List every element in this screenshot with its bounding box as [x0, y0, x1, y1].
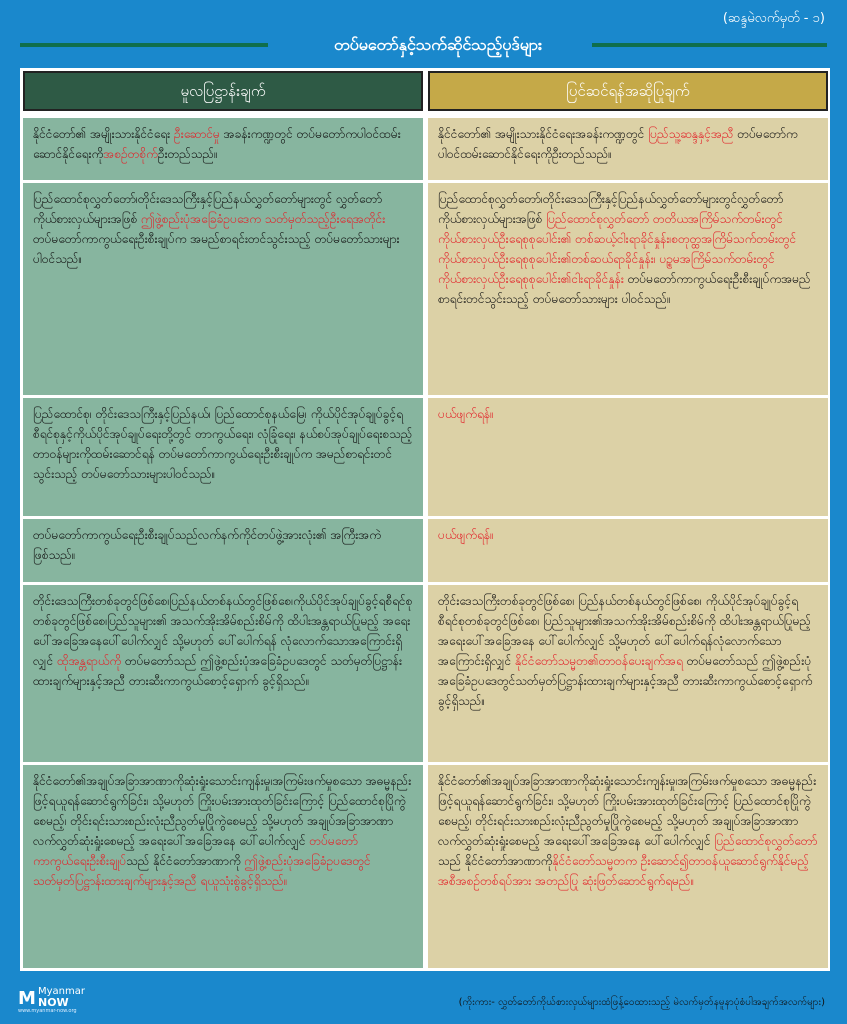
cell-text-segment: ဤဖွဲ့စည်းပုံအခြေခံဥပဒေက သတ်မှတ်သည့်ဦးရေအတိုင်း — [141, 212, 386, 226]
cell-text-segment: ပြည်ထောင်စုလွှတ်တော်၊တိုင်းဒေသကြီးနှင့်ပြည်နယ်လွှတ်တော်များတွင် လွှတ်တော်ကိုယ်စားလှယ်များအဖြစ် — [33, 192, 383, 226]
original-header: မူလပြဋ္ဌာန်းချက် — [23, 71, 423, 111]
logo-line1: Myanmar — [38, 986, 85, 997]
cell-text-segment: တပ်မတော်ကာကွယ်ရေးဦးစီးချုပ် — [33, 834, 358, 868]
cell-text-segment: ပယ်ဖျက်ရန်။ — [438, 528, 494, 542]
cell-text-segment: ပြည်သူ့ဆန္ဒနှင့်အညီ — [648, 127, 734, 141]
logo-url: www.myanmar-now.org — [18, 1008, 77, 1014]
amendment-cell-3 — [428, 398, 828, 516]
cell-text-segment: ပြည်ထောင်စုလွှတ်တော် — [714, 834, 818, 848]
page-title: တပ်မတော်နှင့်သက်ဆိုင်သည့်ပုဒ်များ — [333, 35, 542, 54]
cell-text-segment: အခန်းကဏ္ဍတွင် တပ်မတော်ကပါဝင်ထမ်းဆောင်နိုင်ရေးကို — [33, 127, 401, 161]
cell-text-segment: ဦးဆောင်မှု — [174, 127, 220, 141]
amendment-cell-1 — [428, 118, 828, 180]
cell-text-segment: ပြည်ထောင်စု၊ တိုင်းဒေသကြီးနှင့်ပြည်နယ်၊ ပြည်ထောင်စုနယ်မြေ၊ ကိုယ်ပိုင်အုပ်ချုပ်ခွင့်ရစီရင်စုနှင့်ကိုယ်ပိုင်အုပ်ချုပ်ရေးတို့တွင် တာကွယ်ရေး၊ လုံခြုံရေး၊ နယ်စပ်အုပ်ချုပ်ရေးစသည့် တာဝန်များကိုထမ်းဆောင်ရန် တပ်မတော်ကာကွယ်ရေးဦးစီးချုပ်က အမည်စာရင်းတင်သွင်းသည့် တပ်မတော်သားများပါဝင်သည်။ — [33, 407, 413, 481]
cell-text-segment: နိုင်ငံတော်၏ အမျိုးသားနိုင်ငံရေး — [33, 127, 175, 141]
title-divider-left — [20, 43, 268, 47]
cell-text-segment: တိုင်းဒေသကြီးတစ်ခုတွင်ဖြစ်စေ၊ ပြည်နယ်တစ်နယ်တွင်ဖြစ်စေ၊ ကိုယ်ပိုင်အုပ်ချုပ်ခွင့်ရစီရင်စုတစ်ခုတွင်ဖြစ်စေ၊ ပြည်သူများ၏အသက်အိုးအိမ်စည်းစိမ်ကို ထိပါးအန္တရာယ်ပြုမည့် အရေးပေါ်အခြေအနေ ပေါ်ပေါက်လျှင် သို့မဟုတ် ပေါ်ပေါက်ရန်လုံလောက်သောအကြောင်းရှိလျှင် — [438, 594, 812, 668]
logo-wordmark — [38, 986, 85, 1009]
cell-text-segment: တိုင်းဒေသကြီးတစ်ခုတွင်ဖြစ်စေ၊ပြည်နယ်တစ်နယ်တွင်ဖြစ်စေ၊ကိုယ်ပိုင်အုပ်ချုပ်ခွင့်ရစီရင်စုတစ်ခုတွင်ဖြစ်စေ၊ပြည်သူများ၏ အသက်အိုးအိမ်စည်းစိမ်ကို ထိပါးအန္တရာယ်ပြုမည့် အရေးပေါ်အခြေအနေပေါ်ပေါက်လျှင် သို့မဟုတ် ပေါ်ပေါက်ရန် လုံလောက်သောအကြောင်းရှိလျှင် — [33, 594, 413, 668]
amendment-cell-5 — [428, 585, 828, 762]
cell-text-segment: သည် နိုင်ငံတော်အာဏာကို — [438, 854, 553, 868]
amendment-column — [426, 68, 830, 971]
cell-text-segment: ဤဖွဲ့စည်းပုံအခြေခံဥပဒေတွင် သတ်မှတ်ပြဋ္ဌာန်းထားချက်များနှင့်အညီ ရယူသုံးစွဲခွင့်ရှိသည်။ — [33, 854, 371, 888]
appendix-label: (ဆန္ဒမဲလက်မှတ် - ၁) — [722, 11, 825, 26]
amendment-cell-6 — [428, 765, 828, 968]
original-cell-2 — [23, 183, 423, 395]
cell-text-segment: နိုင်ငံတော်သမ္မတ၏တာဝန်ပေးချက်အရ — [515, 654, 683, 668]
original-cell-6 — [23, 765, 423, 968]
cell-text-segment: တပ်မတော်သည် ဤဖွဲ့စည်းပုံအခြေခံဥပဒေတွင်သတ်မှတ်ပြဋ္ဌာန်းထားချက်များနှင့်အညီ တားဆီးကာကွယ်စောင့်ရှောက်ခွင့်ရှိသည်။ — [438, 654, 813, 708]
cell-text-segment: ပယ်ဖျက်ရန်။ — [438, 407, 494, 421]
cell-text-segment: နိုင်ငံတော်၏အချုပ်အခြာအာဏာကိုဆုံးရှုံးသောင်းကျန်းမှု၊အကြမ်းဖက်မှုစသော အဓမ္မနည်းဖြင့်ရယူရန်ဆောင်ရွက်ခြင်း၊ သို့မဟုတ် ကြိုးပမ်းအားထုတ်ခြင်းကြောင့် ပြည်ထောင်စုပြိုကွဲစေမည့်၊ တိုင်းရင်းသားစည်းလုံးညီညွတ်မှုပြိုကွဲစေမည့် သို့မဟုတ် အချုပ်အခြာအာဏာ လက်လွှတ်ဆုံးရှုံးစေမည့် အရေးပေါ်အခြေအနေ ပေါ်ပေါက်လျှင် — [438, 774, 817, 848]
cell-text-segment: တပ်မတော်သည် ဤဖွဲ့စည်းပုံအခြေခံဥပဒေတွင် သတ်မှတ်ပြဋ္ဌာန်းထားချက်များနှင့်အညီ တားဆီးကာကွယ်စောင့်ရှောက် ခွင့်ရှိသည်။ — [33, 654, 403, 688]
cell-text-segment: ပြည်ထောင်စုလွှတ်တော်၊တိုင်းဒေသကြီးနှင့်ပြည်နယ်လွှတ်တော်များတွင်လွှတ်တော်ကိုယ်စားလှယ်များအဖြစ် — [438, 192, 784, 226]
cell-text-segment: နိုင်ငံတော်သမ္မတက ဦးဆောင်၍တာဝန်ယူဆောင်ရွက်နိုင်မည့် အစီအစဉ်တစ်ရပ်အား — [438, 854, 810, 888]
cell-text-segment: ပြည်ထောင်စုလွှတ်တော် တတိယအကြိမ်သက်တမ်းတွင် ကိုယ်စားလှယ်ဦးရေစုစုပေါင်း၏ တစ်ဆယ့်ငါးရာခိုင်နှုန်း၊စတုတ္ထအကြိမ်သက်တမ်းတွင်ကိုယ်စားလှယ်ဦးရေစုစုပေါင်း၏တစ်ဆယ်ရာခိုင်နှုန်း၊ ပဉ္စမအကြိမ်သက်တမ်းတွင် ကိုယ်စားလှယ်ဦးရေစုစုပေါင်း၏ငါးရာခိုင်နှုန်း — [438, 212, 797, 286]
original-column — [20, 68, 425, 971]
original-cell-1 — [23, 118, 423, 180]
source-footnote: (ကိုးကား- လွှတ်တော်ကိုယ်စားလှယ်များထံဖြန့်ဝေထားသည့် မဲလက်မှတ်နမူနာပုံစံပါအချက်အလက်များ) — [458, 997, 825, 1008]
title-divider-right — [592, 43, 827, 47]
original-cell-3 — [23, 398, 423, 516]
cell-text-segment: ထိုအန္တရာယ်ကို — [57, 654, 122, 668]
amendment-cell-4 — [428, 519, 828, 582]
amendment-header: ပြင်ဆင်ရန်အဆိုပြုချက် — [428, 71, 828, 111]
myanmar-now-logo — [18, 984, 98, 1014]
cell-text-segment: တပ်မတော်ကာကွယ်ရေးဦးစီးချုပ်သည်လက်နက်ကိုင်တပ်ဖွဲ့အားလုံး၏ အကြီးအကဲဖြစ်သည်။ — [33, 528, 382, 562]
logo-line2: NOW — [38, 996, 69, 1009]
cell-text-segment: အတည်ပြု ဆုံးဖြတ်ဆောင်ရွက်ရမည်။ — [531, 874, 695, 888]
cell-text-segment: အစဉ်တစိုက် — [103, 147, 158, 161]
title-bar — [0, 32, 847, 58]
cell-text-segment: သည် နိုင်ငံတော်အာဏာကို — [126, 854, 245, 868]
cell-text-segment: နိုင်ငံတော်၏ အမျိုးသားနိုင်ငံရေးအခန်းကဏ္ဍတွင် — [438, 127, 649, 141]
original-cell-4 — [23, 519, 423, 582]
cell-text-segment: တပ်မတော်ကာကွယ်ရေးဦးစီးချုပ်က အမည်စာရင်းတင်သွင်းသည့် တပ်မတော်သားများပါဝင်သည်။ — [33, 232, 400, 266]
cell-text-segment: ဦးတည်သည်။ — [157, 147, 218, 161]
cell-text-segment: နိုင်ငံတော်၏အချုပ်အခြာအာဏာကိုဆုံးရှုံးသောင်းကျန်းမှု၊အကြမ်းဖက်မှုစသော အဓမ္မနည်းဖြင့်ရယူရန်ဆောင်ရွက်ခြင်း၊ သို့မဟုတ် ကြိုးပမ်းအားထုတ်ခြင်းကြောင့် ပြည်ထောင်စုပြိုကွဲစေမည့်၊ တိုင်းရင်းသားစည်းလုံးညီညွတ်မှုပြိုကွဲစေမည့် သို့မဟုတ် အချုပ်အခြာအာဏာ လက်လွှတ်ဆုံးရှုံးစေမည့် အရေးပေါ်အခြေအနေ ပေါ်ပေါက်လျှင် — [33, 774, 412, 848]
original-cell-5 — [23, 585, 423, 762]
comparison-table — [20, 68, 830, 971]
amendment-cell-2 — [428, 183, 828, 395]
cell-text-segment: တပ်မတော်ကာကွယ်ရေးဦးစီးချုပ်ကအမည်စာရင်းတင်သွင်းသည့် တပ်မတော်သားများ ပါဝင်သည်။ — [438, 272, 811, 306]
logo-icon: M — [18, 988, 36, 1009]
cell-text-segment: တပ်မတော်က ပါဝင်ထမ်းဆောင်နိုင်ရေးကိုဦးတည်သည်။ — [438, 127, 798, 161]
